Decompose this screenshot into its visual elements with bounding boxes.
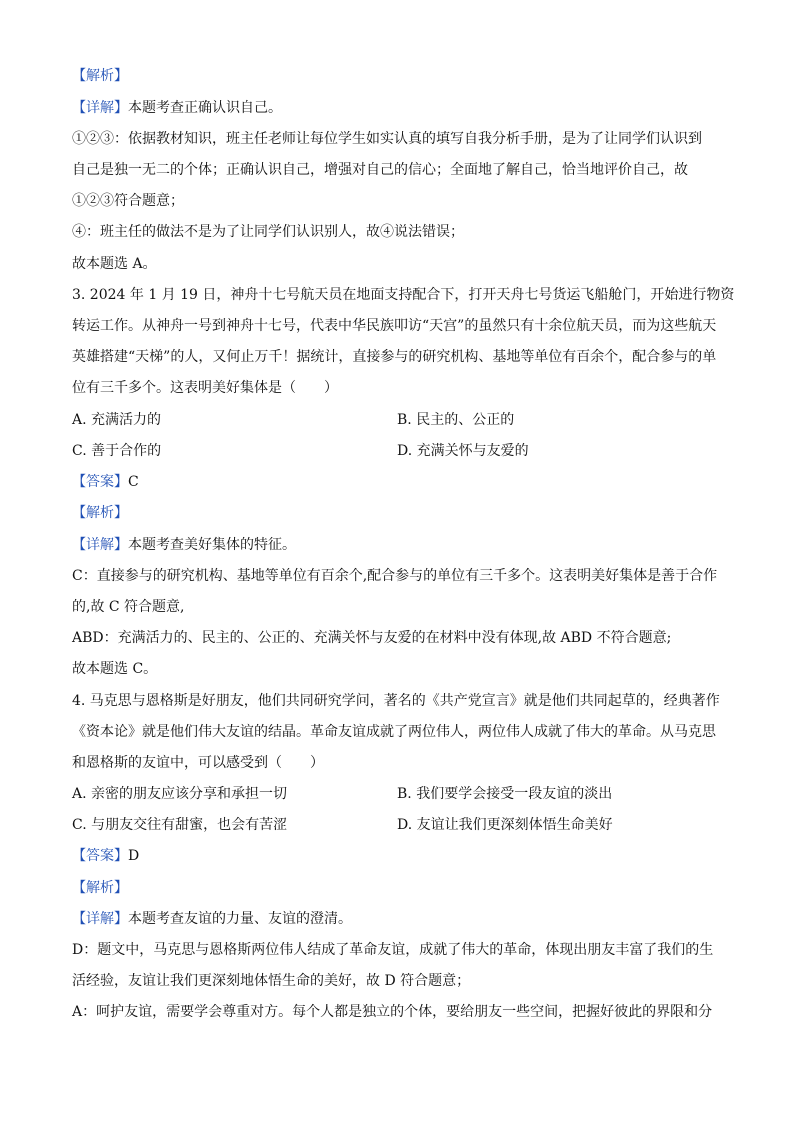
option-a: A. 亲密的朋友应该分享和承担一切 <box>72 786 288 802</box>
detail-text: 本题考查友谊的力量、友谊的澄清。 <box>128 911 352 927</box>
detail-tag: 【详解】 <box>72 911 128 927</box>
explanation-line: 的,故 C 符合题意, <box>72 599 185 615</box>
explanation-line: ABD：充满活力的、民主的、公正的、充满关怀与友爱的在材料中没有体现,故 ABD 不符合题意; <box>72 630 672 646</box>
answer-value: C <box>128 474 139 490</box>
analysis-heading: 【解析】 <box>72 880 128 896</box>
detail-line <box>72 909 722 929</box>
options-row <box>72 410 722 430</box>
explanation-line: ①②③符合题意； <box>72 193 184 209</box>
options-row <box>72 784 722 804</box>
question-stem: 4. 马克思与恩格斯是好朋友，他们共同研究学问，著名的《共产党宣言》就是他们共同起草的，经典著作 <box>72 693 720 709</box>
detail-text: 本题考查正确认识自己。 <box>128 100 282 116</box>
answer-tag: 【答案】 <box>72 848 128 864</box>
explanation-line: 自己是独一无二的个体；正确认识自己，增强对自己的信心；全面地了解自己，恰当地评价自己，故 <box>72 162 688 178</box>
explanation-line: A：呵护友谊，需要学会尊重对方。每个人都是独立的个体，要给朋友一些空间，把握好彼此的界限和分 <box>72 1004 713 1020</box>
detail-tag: 【详解】 <box>72 100 128 116</box>
option-d: D. 充满关怀与友爱的 <box>397 443 529 459</box>
answer-value: D <box>128 848 140 864</box>
explanation-line: C：直接参与的研究机构、基地等单位有百余个,配合参与的单位有三千多个。这表明美好集体是善于合作 <box>72 568 718 584</box>
question-stem: 3. 2024 年 1 月 19 日，神舟十七号航天员在地面支持配合下，打开天舟七号货运飞船舱门，开始进行物资 <box>72 287 735 303</box>
options-row <box>72 441 722 461</box>
option-b: B. 我们要学会接受一段友谊的淡出 <box>397 786 613 802</box>
detail-text: 本题考查美好集体的特征。 <box>128 537 296 553</box>
option-c: C. 与朋友交往有甜蜜，也会有苦涩 <box>72 817 288 833</box>
answer-tag: 【答案】 <box>72 474 128 490</box>
detail-line <box>72 535 722 555</box>
conclusion-line: 故本题选 C。 <box>72 661 158 677</box>
option-d: D. 友谊让我们更深刻体悟生命美好 <box>397 817 613 833</box>
option-a: A. 充满活力的 <box>72 412 162 428</box>
answer-line <box>72 846 722 866</box>
question-stem: 英雄搭建“天梯”的人，又何止万千！据统计，直接参与的研究机构、基地等单位有百余个，配合参与的单 <box>72 349 717 365</box>
analysis-heading: 【解析】 <box>72 505 128 521</box>
conclusion-line: 故本题选 A。 <box>72 256 157 272</box>
options-row <box>72 815 722 835</box>
analysis-heading: 【解析】 <box>72 68 128 84</box>
explanation-line: ①②③：依据教材知识，班主任老师让每位学生如实认真的填写自我分析手册，是为了让同学们认识到 <box>72 131 702 147</box>
option-b: B. 民主的、公正的 <box>397 412 515 428</box>
answer-line <box>72 472 722 492</box>
explanation-line: ④：班主任的做法不是为了让同学们认识别人，故④说法错误； <box>72 224 464 240</box>
detail-line <box>72 98 722 118</box>
question-stem: 转运工作。从神舟一号到神舟十七号，代表中华民族叩访“天宫”的虽然只有十余位航天员，而为这些航天 <box>72 318 717 334</box>
option-c: C. 善于合作的 <box>72 443 162 459</box>
explanation-line: D：题文中，马克思与恩格斯两位伟人结成了革命友谊，成就了伟大的革命，体现出朋友丰富了我们的生 <box>72 942 714 958</box>
explanation-line: 活经验，友谊让我们更深刻地体悟生命的美好，故 D 符合题意； <box>72 973 471 989</box>
detail-tag: 【详解】 <box>72 537 128 553</box>
question-stem: 位有三千多个。这表明美好集体是（ ） <box>72 380 338 396</box>
question-stem: 和恩格斯的友谊中，可以感受到（ ） <box>72 755 324 771</box>
question-stem: 《资本论》就是他们伟大友谊的结晶。革命友谊成就了两位伟人，两位伟人成就了伟大的革命。从马克思 <box>72 724 716 740</box>
